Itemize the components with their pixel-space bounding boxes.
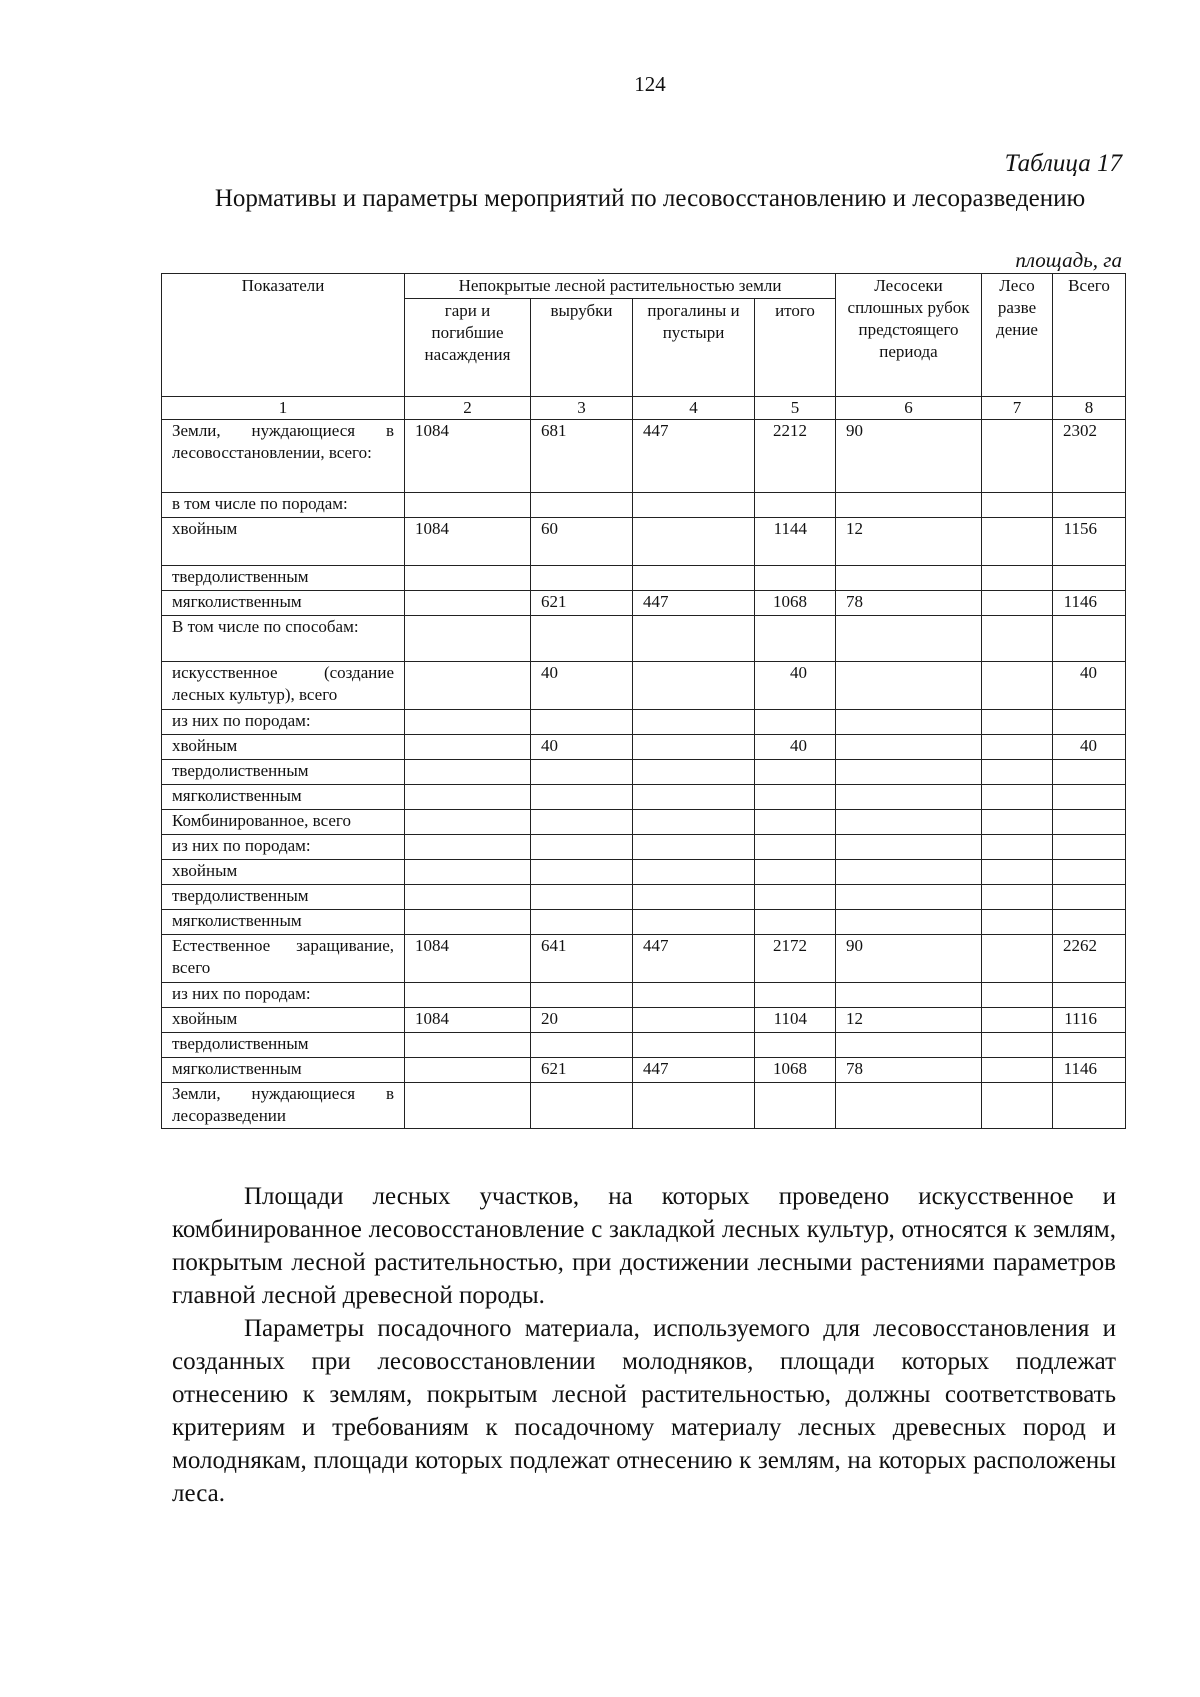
- table-row: [162, 616, 1126, 662]
- cell-c7: [982, 1058, 1053, 1083]
- cell-c5: [755, 885, 836, 910]
- cell-c3: [531, 785, 633, 810]
- unit-label: площадь, га: [1015, 248, 1122, 272]
- cell-c6: 90: [836, 420, 982, 493]
- cell-c3: [531, 983, 633, 1008]
- cell-c2: [405, 885, 531, 910]
- cell-c2: [405, 1083, 531, 1129]
- cell-c3: [531, 860, 633, 885]
- cell-c7: [982, 860, 1053, 885]
- cell-c2: 1084: [405, 518, 531, 566]
- cell-c8: [1053, 810, 1126, 835]
- row-label: в том числе по породам:: [162, 493, 405, 518]
- table-label: Таблица 17: [1004, 150, 1122, 177]
- cell-c4: [633, 518, 755, 566]
- cell-c5: 2172: [755, 935, 836, 983]
- cell-c3: 60: [531, 518, 633, 566]
- cell-c7: [982, 493, 1053, 518]
- cell-c6: [836, 566, 982, 591]
- row-label: из них по породам:: [162, 710, 405, 735]
- cell-c4: 447: [633, 420, 755, 493]
- cell-c7: [982, 810, 1053, 835]
- row-label: твердолиственным: [162, 760, 405, 785]
- cell-c2: [405, 616, 531, 662]
- cell-c7: [982, 910, 1053, 935]
- row-label: из них по породам:: [162, 835, 405, 860]
- cell-c3: [531, 835, 633, 860]
- table-row: [162, 810, 1126, 835]
- cell-c5: 2212: [755, 420, 836, 493]
- cell-c7: [982, 616, 1053, 662]
- row-label: В том числе по способам:: [162, 616, 405, 662]
- cell-c4: [633, 910, 755, 935]
- cell-c3: 20: [531, 1008, 633, 1033]
- cell-c3: 621: [531, 1058, 633, 1083]
- row-label: хвойным: [162, 860, 405, 885]
- cell-c8: 1156: [1053, 518, 1126, 566]
- header-all: Всего: [1053, 274, 1126, 397]
- cell-c8: [1053, 710, 1126, 735]
- table-row: [162, 493, 1126, 518]
- cell-c4: [633, 983, 755, 1008]
- cell-c2: [405, 735, 531, 760]
- cell-c2: [405, 910, 531, 935]
- cell-c4: [633, 616, 755, 662]
- cell-c5: [755, 566, 836, 591]
- header-burned: гари и погибшие насаждения: [405, 299, 531, 397]
- cell-c8: [1053, 910, 1126, 935]
- row-label: хвойным: [162, 518, 405, 566]
- cell-c5: 1144: [755, 518, 836, 566]
- cell-c2: [405, 1033, 531, 1058]
- cell-c4: [633, 735, 755, 760]
- cell-c2: [405, 591, 531, 616]
- row-label: Земли, нуждающиеся в лесовосстановлении, всего:: [162, 420, 405, 493]
- cell-c4: 447: [633, 591, 755, 616]
- cell-c7: [982, 735, 1053, 760]
- table-row: [162, 885, 1126, 910]
- row-label: твердолиственным: [162, 885, 405, 910]
- cell-c8: 1146: [1053, 1058, 1126, 1083]
- cell-c7: [982, 518, 1053, 566]
- cell-c3: [531, 566, 633, 591]
- cell-c2: [405, 835, 531, 860]
- cell-c3: [531, 710, 633, 735]
- cell-c6: [836, 493, 982, 518]
- column-number: 8: [1053, 397, 1126, 420]
- cell-c7: [982, 885, 1053, 910]
- row-label: твердолиственным: [162, 1033, 405, 1058]
- cell-c3: 40: [531, 662, 633, 710]
- cell-c5: 40: [755, 735, 836, 760]
- row-label: Земли, нуждающиеся в лесоразведении: [162, 1083, 405, 1129]
- paragraph: Площади лесных участков, на которых проведено искусственное и комбинированное лесовосстановление с закладкой лесных культур, относятся к землям, покрытым лесной растительностью, при достижении лесными растениями параметров главной лесной древесной породы.: [172, 1183, 1116, 1309]
- cell-c4: [633, 1008, 755, 1033]
- table-row: [162, 710, 1126, 735]
- column-number: 1: [162, 397, 405, 420]
- cell-c5: [755, 785, 836, 810]
- cell-c6: [836, 1033, 982, 1058]
- cell-c7: [982, 1033, 1053, 1058]
- cell-c4: [633, 710, 755, 735]
- cell-c5: 1068: [755, 591, 836, 616]
- cell-c8: [1053, 785, 1126, 810]
- column-number: 5: [755, 397, 836, 420]
- cell-c5: [755, 983, 836, 1008]
- cell-c2: 1084: [405, 420, 531, 493]
- cell-c6: 12: [836, 518, 982, 566]
- cell-c3: 641: [531, 935, 633, 983]
- table-row: [162, 1008, 1126, 1033]
- table-row: [162, 860, 1126, 885]
- row-label: мягколиственным: [162, 591, 405, 616]
- cell-c4: 447: [633, 935, 755, 983]
- cell-c4: [633, 1033, 755, 1058]
- table-row: [162, 1058, 1126, 1083]
- cell-c2: 1084: [405, 935, 531, 983]
- cell-c2: [405, 760, 531, 785]
- table-row: [162, 420, 1126, 493]
- cell-c7: [982, 760, 1053, 785]
- cell-c2: [405, 566, 531, 591]
- cell-c5: 1104: [755, 1008, 836, 1033]
- cell-c2: 1084: [405, 1008, 531, 1033]
- cell-c6: [836, 910, 982, 935]
- row-label: искусственное (создание лесных культур), всего: [162, 662, 405, 710]
- cell-c8: 40: [1053, 735, 1126, 760]
- cell-c6: [836, 710, 982, 735]
- table-row: [162, 591, 1126, 616]
- column-number: 7: [982, 397, 1053, 420]
- cell-c8: [1053, 760, 1126, 785]
- cell-c8: [1053, 493, 1126, 518]
- cell-c6: 90: [836, 935, 982, 983]
- cell-c4: [633, 885, 755, 910]
- cell-c8: [1053, 1033, 1126, 1058]
- cell-c4: [633, 760, 755, 785]
- cell-c5: 40: [755, 662, 836, 710]
- cell-c8: 2302: [1053, 420, 1126, 493]
- cell-c3: 681: [531, 420, 633, 493]
- cell-c5: 1068: [755, 1058, 836, 1083]
- body-text: [172, 1180, 1116, 1510]
- cell-c4: [633, 785, 755, 810]
- cell-c7: [982, 1008, 1053, 1033]
- row-label: мягколиственным: [162, 910, 405, 935]
- table-row: [162, 735, 1126, 760]
- table-row: [162, 935, 1126, 983]
- cell-c8: 40: [1053, 662, 1126, 710]
- cell-c5: [755, 493, 836, 518]
- table-row: [162, 518, 1126, 566]
- cell-c8: 1116: [1053, 1008, 1126, 1033]
- cell-c8: [1053, 566, 1126, 591]
- row-label: Естественное заращивание, всего: [162, 935, 405, 983]
- header-clearcuts: Лесосеки сплошных рубок предстоящего периода: [836, 274, 982, 397]
- cell-c5: [755, 860, 836, 885]
- row-label: Комбинированное, всего: [162, 810, 405, 835]
- cell-c7: [982, 835, 1053, 860]
- cell-c3: [531, 1083, 633, 1129]
- cell-c7: [982, 420, 1053, 493]
- cell-c3: [531, 760, 633, 785]
- column-number: 3: [531, 397, 633, 420]
- cell-c6: [836, 983, 982, 1008]
- row-label: мягколиственным: [162, 1058, 405, 1083]
- cell-c2: [405, 710, 531, 735]
- table-row: [162, 910, 1126, 935]
- cell-c5: [755, 760, 836, 785]
- row-label: хвойным: [162, 1008, 405, 1033]
- row-label: мягколиственным: [162, 785, 405, 810]
- cell-c8: 1146: [1053, 591, 1126, 616]
- cell-c7: [982, 935, 1053, 983]
- row-label: из них по породам:: [162, 983, 405, 1008]
- cell-c5: [755, 1083, 836, 1129]
- page-number: 124: [634, 72, 666, 96]
- header-cuttings: вырубки: [531, 299, 633, 397]
- cell-c5: [755, 810, 836, 835]
- cell-c5: [755, 910, 836, 935]
- cell-c8: [1053, 835, 1126, 860]
- cell-c6: [836, 785, 982, 810]
- paragraph: Параметры посадочного материала, используемого для лесовосстановления и созданных при лесовосстановлении молодняков, площади которых подлежат отнесению к землям, покрытым лесной растительностью, должны соответствовать критериям и требованиям к посадочному материалу лесных древесных пород и молоднякам, площади которых подлежат отнесению к землям, на которых расположены леса.: [172, 1315, 1116, 1507]
- header-glades: прогалины и пустыри: [633, 299, 755, 397]
- cell-c8: [1053, 885, 1126, 910]
- cell-c4: [633, 1083, 755, 1129]
- cell-c6: 12: [836, 1008, 982, 1033]
- cell-c7: [982, 983, 1053, 1008]
- cell-c6: [836, 616, 982, 662]
- cell-c7: [982, 591, 1053, 616]
- cell-c6: 78: [836, 591, 982, 616]
- cell-c3: [531, 885, 633, 910]
- table-row: [162, 1083, 1126, 1129]
- cell-c3: [531, 493, 633, 518]
- table-row: [162, 760, 1126, 785]
- cell-c3: [531, 810, 633, 835]
- cell-c7: [982, 785, 1053, 810]
- table-row: [162, 983, 1126, 1008]
- cell-c3: [531, 616, 633, 662]
- cell-c3: 40: [531, 735, 633, 760]
- cell-c4: [633, 860, 755, 885]
- row-label: твердолиственным: [162, 566, 405, 591]
- cell-c6: 78: [836, 1058, 982, 1083]
- cell-c4: 447: [633, 1058, 755, 1083]
- column-number: 4: [633, 397, 755, 420]
- cell-c3: [531, 910, 633, 935]
- cell-c2: [405, 493, 531, 518]
- forest-restoration-table: [161, 273, 1126, 1129]
- table-title: Нормативы и параметры мероприятий по лесовосстановлению и лесоразведению: [214, 185, 1086, 212]
- cell-c6: [836, 760, 982, 785]
- header-indicators: Показатели: [162, 274, 405, 397]
- header-total: итого: [755, 299, 836, 397]
- cell-c3: [531, 1033, 633, 1058]
- cell-c7: [982, 566, 1053, 591]
- cell-c8: 2262: [1053, 935, 1126, 983]
- header-afforestation: Лесо разве дение: [982, 274, 1053, 397]
- cell-c5: [755, 835, 836, 860]
- table-row: [162, 1033, 1126, 1058]
- cell-c7: [982, 662, 1053, 710]
- table-row: [162, 662, 1126, 710]
- cell-c6: [836, 885, 982, 910]
- cell-c2: [405, 983, 531, 1008]
- column-numbers-row: [162, 397, 1126, 420]
- cell-c6: [836, 662, 982, 710]
- cell-c2: [405, 1058, 531, 1083]
- cell-c6: [836, 735, 982, 760]
- table-row: [162, 566, 1126, 591]
- cell-c5: [755, 1033, 836, 1058]
- cell-c8: [1053, 616, 1126, 662]
- cell-c8: [1053, 860, 1126, 885]
- cell-c5: [755, 710, 836, 735]
- column-number: 6: [836, 397, 982, 420]
- cell-c6: [836, 1083, 982, 1129]
- row-label: хвойным: [162, 735, 405, 760]
- cell-c2: [405, 810, 531, 835]
- table-row: [162, 835, 1126, 860]
- cell-c3: 621: [531, 591, 633, 616]
- cell-c2: [405, 785, 531, 810]
- cell-c7: [982, 710, 1053, 735]
- cell-c4: [633, 662, 755, 710]
- cell-c6: [836, 810, 982, 835]
- cell-c7: [982, 1083, 1053, 1129]
- table-row: [162, 785, 1126, 810]
- cell-c4: [633, 493, 755, 518]
- header-uncovered-lands: Непокрытые лесной растительностью земли: [405, 274, 836, 299]
- cell-c2: [405, 662, 531, 710]
- cell-c4: [633, 566, 755, 591]
- cell-c8: [1053, 983, 1126, 1008]
- cell-c4: [633, 835, 755, 860]
- cell-c5: [755, 616, 836, 662]
- cell-c4: [633, 810, 755, 835]
- column-number: 2: [405, 397, 531, 420]
- cell-c8: [1053, 1083, 1126, 1129]
- cell-c6: [836, 835, 982, 860]
- cell-c2: [405, 860, 531, 885]
- cell-c6: [836, 860, 982, 885]
